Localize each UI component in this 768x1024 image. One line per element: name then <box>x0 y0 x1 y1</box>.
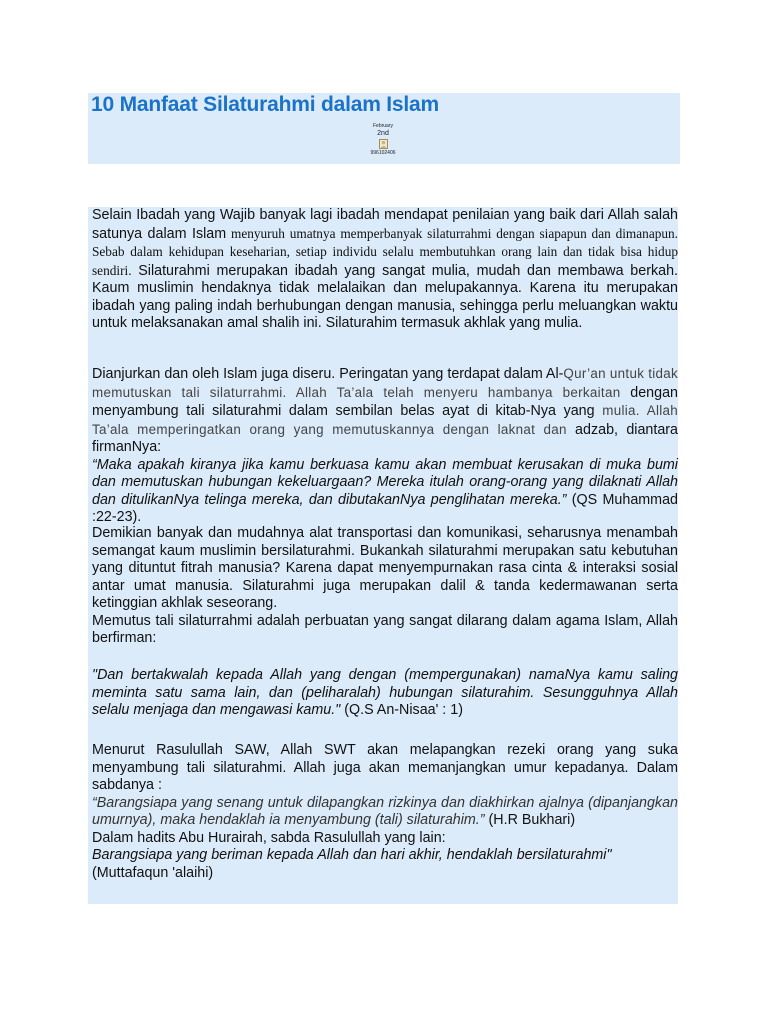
paragraph-memutus-text: Memutus tali silaturrahmi adalah perbuatan yang sangat dilarang dalam agama Islam, Allah berfirman: <box>92 612 678 646</box>
paragraph-demikian-text: Demikian banyak dan mudahnya alat transportasi dan komunikasi, seharusnya menambah semangat kaum muslimin bersilaturahmi. Bukankah silaturahmi merupakan satu kebutuhan yang dituntut fitrah manusia? Karena dapat menyempurnakan rasa cinta & interaksi sosial antar umat manusia. Silaturahmi juga merupakan dalil & tanda kedermawanan serta ketinggian akhlak seseorang. <box>92 525 678 611</box>
post-month: February <box>372 123 393 129</box>
quote-bukhari: “Barangsiapa yang senang untuk dilapangkan rizkinya dan diakhirkan ajalnya (dipanjangkan umurnya), maka hendaklah ia menyambung (tali) silaturahim.” <box>92 794 678 828</box>
paragraph-anjuran-c: dengan menyambung tali silaturahmi dalam sembilan belas ayat di kitab-Nya yang <box>92 384 678 419</box>
paragraph-intro-a: Selain Ibadah yang Wajib banyak lagi ibadah mendapat penilaian yang baik dari Allah salah satunya dalam Islam <box>92 207 678 242</box>
post-day: 2nd <box>377 130 389 137</box>
paragraph-anjuran-e: adzab, diantara firmanNya: <box>92 421 678 455</box>
paragraph-anjuran-a: Dianjurkan dan oleh Islam juga diseru. Peringatan yang terdapat dalam Al- <box>92 366 564 382</box>
paragraph-rasulullah <box>92 742 678 882</box>
paragraph-intro-c: Silaturahmi merupakan ibadah yang sangat mulia, mudah dan membawa berkah. Kaum muslimin hendaknya tidak melalaikan dan melupakannya. Karena itu merupakan ibadah yang paling indah berhubungan dengan manusia, sehingga perlu meluangkan waktu untuk melaksanakan amal shalih ini. Silaturahim termasuk akhlak yang mulia. <box>92 262 678 331</box>
quote-bukhari-ref: (H.R Bukhari) <box>484 812 576 828</box>
article-body <box>88 207 678 904</box>
article-header <box>88 93 680 164</box>
paragraph-intro-b: menyuruh umatnya memperbanyak silaturrahmi dengan siapapun dan dimanapun. Sebab dalam kehidupan keseharian, setiap individu selalu membutuhkan orang lain dan tidak bisa hidup sendiri. <box>92 225 678 278</box>
paragraph-demikian <box>92 525 678 648</box>
quote-muhammad: “Maka apakah kiranya jika kamu berkuasa kamu akan membuat kerusakan di muka bumi dan memutuskan hubungan kekeluargaan? Mereka itulah orang-orang yang dilaknati Allah dan ditulikanNya telinga mereka, dan dibutakanNya penglihatan mereka.” <box>92 456 678 508</box>
page-title: 10 Manfaat Silaturahmi dalam Islam <box>91 93 439 116</box>
paragraph-anjuran <box>92 365 678 527</box>
post-id: 996102406 <box>370 150 396 156</box>
paragraph-anjuran-b: Qur’an untuk tidak memutuskan tali silaturrahmi. Allah Ta’ala telah menyeru hambanya berkaitan <box>92 366 678 400</box>
paragraph-rasulullah-text: Menurut Rasulullah SAW, Allah SWT akan melapangkan rezeki orang yang suka menyambung tali silaturahmi. Allah juga akan memanjangkan umur kepadanya. Dalam sabdanya : <box>92 742 678 793</box>
quote-muttafaqun-ref: (Muttafaqun 'alaihi) <box>92 864 214 881</box>
post-meta <box>343 123 423 156</box>
quote-muhammad-ref: (QS Muhammad :22-23). <box>92 491 678 525</box>
user-icon <box>379 139 388 149</box>
paragraph-intro <box>92 207 678 333</box>
quote-annisaa-text: "Dan bertakwalah kepada Allah yang dengan (mempergunakan) namaNya kamu saling meminta satu sama lain, dan (peliharalah) hubungan silaturahim. Sesungguhnya Allah selalu menjaga dan mengawasi kamu." <box>92 667 678 718</box>
paragraph-anjuran-d: mulia. Allah Ta’ala memperingatkan orang yang memutuskannya dengan laknat dan <box>92 403 678 437</box>
quote-annisaa-ref: (Q.S An-Nisaa' : 1) <box>340 702 463 718</box>
quote-annisaa <box>92 667 678 720</box>
quote-muttafaqun: Barangsiapa yang beriman kepada Allah dan hari akhir, hendaklah bersilaturahmi" <box>92 847 612 863</box>
paragraph-abu-hurairah: Dalam hadits Abu Hurairah, sabda Rasulullah yang lain: <box>92 829 446 846</box>
